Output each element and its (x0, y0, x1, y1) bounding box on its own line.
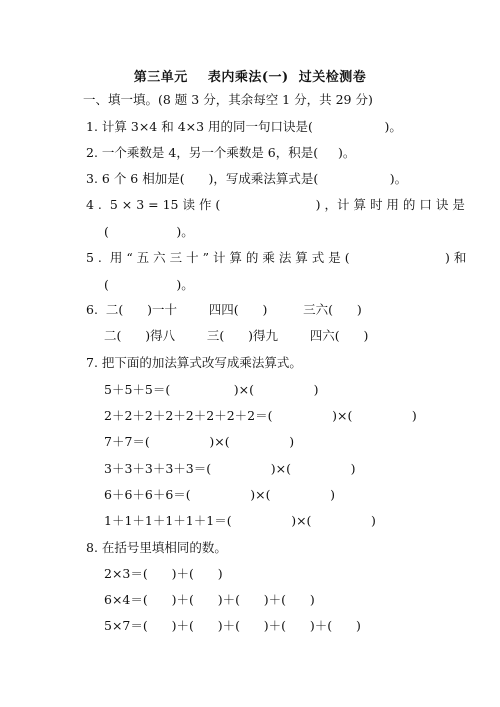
question-8-item: 2×3＝( )＋( ) (104, 566, 223, 581)
question-7-item: 5＋5＋5＝( )×( ) (104, 382, 319, 397)
question-1: 1. 计算 3×4 和 4×3 用的同一句口诀是( )。 (86, 119, 402, 134)
question-7-item: 3＋3＋3＋3＋3＝( )×( ) (104, 461, 356, 476)
page-title: 第三单元 表内乘法(一) 过关检测卷 (133, 70, 367, 85)
question-7-item: 6＋6＋6＋6＝( )×( ) (104, 487, 335, 502)
section-heading: 一、填一填。(8 题 3 分，其余每空 1 分，共 29 分) (83, 92, 373, 107)
question-7-heading: 7. 把下面的加法算式改写成乘法算式。 (86, 355, 302, 370)
question-2: 2. 一个乘数是 4，另一个乘数是 6，积是( )。 (86, 145, 356, 160)
question-7-item: 2＋2＋2＋2＋2＋2＋2＋2＝( )×( ) (104, 408, 417, 423)
question-7-item: 7＋7＝( )×( ) (104, 434, 295, 449)
question-8-item: 5×7＝( )＋( )＋( )＋( )＋( ) (104, 618, 361, 633)
question-6-row-2: 二( )得八 三( )得九 四六( ) (104, 328, 369, 343)
question-8-item: 6×4＝( )＋( )＋( )＋( ) (104, 592, 315, 607)
question-5-line-1: 5 . 用 “ 五 六 三 十 ” 计 算 的 乘 法 算 式 是 ( ) 和 (86, 250, 467, 265)
question-4-line-2: ( )。 (104, 224, 194, 239)
question-5-line-2: ( )。 (104, 277, 194, 292)
question-3: 3. 6 个 6 相加是( )，写成乘法算式是( )。 (86, 171, 408, 186)
question-4-line-1: 4 . 5 × 3 = 15 读 作 ( ) ，计 算 时 用 的 口 诀 是 (86, 197, 465, 212)
question-8-heading: 8. 在括号里填相同的数。 (86, 540, 227, 555)
question-6-row-1: 6. 二( )一十 四四( ) 三六( ) (86, 302, 362, 317)
question-7-item: 1＋1＋1＋1＋1＋1＝( )×( ) (104, 513, 376, 528)
